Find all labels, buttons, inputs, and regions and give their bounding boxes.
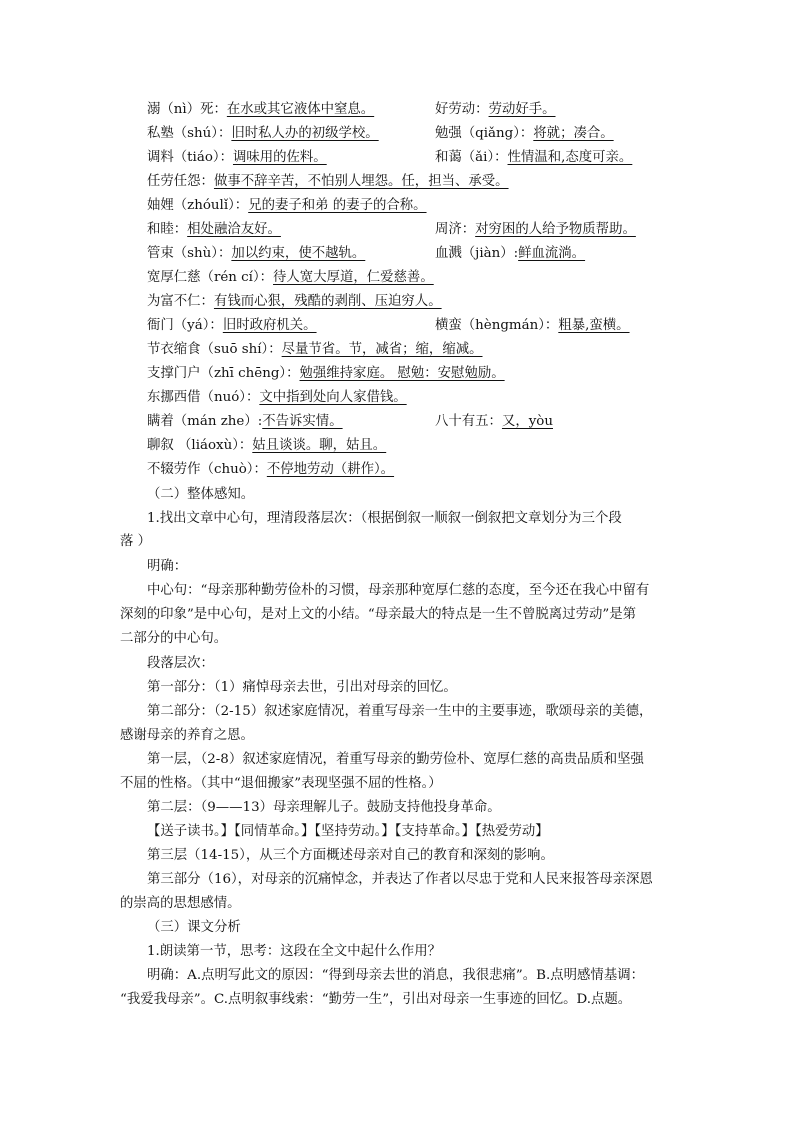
vocab-row-right	[435, 125, 614, 143]
vocab-row	[147, 149, 327, 167]
vocab-term: 和睦：	[147, 222, 188, 237]
vocab-definition: 尽量节省。节，减省；缩，缩减。	[281, 342, 483, 357]
vocab-row-right	[435, 317, 630, 335]
section-heading: （三）课文分析	[147, 920, 241, 935]
vocab-definition: 文中指到处向人家借钱。	[259, 390, 407, 405]
paragraph-line: “我爱我母亲”。C.点明叙事线索：“勤劳一生”，引出对母亲一生事迹的回忆。D.点题。	[120, 992, 632, 1007]
vocab-row	[147, 413, 343, 431]
section-heading: （二）整体感知。	[147, 487, 255, 502]
vocab-definition: 加以约束，使不越轨。	[231, 246, 366, 261]
vocab-definition: 鲜血流淌。	[518, 246, 586, 261]
vocab-row-right	[435, 245, 585, 263]
vocab-definition: 劳动好手。	[488, 102, 556, 117]
vocab-term: 衙门（yá）：	[147, 318, 223, 333]
paragraph-line: 感谢母亲的养育之恩。	[120, 728, 254, 743]
paragraph-line: 【送子读书。】【同情革命。】【坚持劳动。】【支持革命。】【热爱劳动】	[147, 824, 549, 839]
vocab-term: 八十有五：	[435, 414, 502, 429]
vocab-definition: 待人宽大厚道，仁爱慈善。	[273, 270, 434, 285]
vocab-definition: 旧时政府机关。	[222, 318, 317, 333]
vocab-term: 周济：	[435, 222, 476, 237]
vocab-definition: 粗暴,蛮横。	[558, 318, 630, 333]
vocab-definition: 又，yòu	[501, 414, 553, 429]
vocab-row-right	[435, 221, 636, 239]
paragraph-line: 二部分的中心句。	[120, 631, 228, 646]
vocab-row	[147, 293, 442, 311]
vocab-row	[147, 365, 505, 383]
vocab-term: 横蛮（hèngmán）：	[435, 318, 559, 333]
paragraph-line: 深刻的印象”是中心句，是对上文的小结。“母亲最大的特点是一生不曾脱离过劳动”是第	[120, 607, 636, 622]
vocab-definition: 有钱而心狠，残酷的剥削、压迫穷人。	[213, 294, 442, 309]
vocab-term: 勉强（qiǎng）：	[435, 126, 534, 141]
paragraph-line: 段落层次：	[147, 656, 214, 671]
vocab-row	[147, 101, 374, 119]
paragraph-line: 不屈的性格。（其中“退佃搬家”表现坚强不屈的性格。）	[120, 776, 442, 791]
vocab-row-right	[435, 149, 632, 167]
paragraph-line: 中心句：“母亲那种勤劳俭朴的习惯，母亲那种宽厚仁慈的态度，至今还在我心中留有	[147, 583, 650, 598]
paragraph-line: 第三部分（16），对母亲的沉痛悼念，并表达了作者以尽忠于党和人民来报答母亲深恩	[147, 872, 653, 887]
vocab-row	[147, 173, 509, 191]
vocab-row	[147, 389, 407, 407]
vocab-term: 私塾（shú）：	[147, 126, 232, 141]
vocab-term: 节衣缩食（suō shí）：	[147, 342, 282, 357]
question-line: 1.找出文章中心句，理清段落层次：（根据倒叙一顺叙一倒叙把文章划分为三个段	[147, 511, 622, 526]
vocab-definition: 旧时私人办的初级学校。	[231, 126, 379, 141]
answer-label: 明确：	[147, 559, 188, 574]
question-line: 1.朗读第一节，思考：这段在全文中起什么作用？	[147, 944, 441, 959]
paragraph-line: 第二层：（9——13）母亲理解儿子。鼓励支持他投身革命。	[147, 800, 501, 815]
vocab-definition: 对穷困的人给予物质帮助。	[475, 222, 636, 237]
vocab-row	[147, 269, 434, 287]
vocab-term: 不辍劳作（chuò）：	[147, 462, 267, 477]
vocab-term: 东挪西借（nuó）：	[147, 390, 260, 405]
vocab-term: 调料（tiáo）：	[147, 150, 233, 165]
paragraph-line: 第二部分：（2-15）叙述家庭情况，着重写母亲一生中的主要事迹，歌颂母亲的美德，	[147, 704, 653, 719]
question-line: 落 ）	[120, 534, 152, 549]
vocab-row	[147, 125, 379, 143]
vocab-term: 为富不仁：	[147, 294, 214, 309]
vocab-term: 聊叙 （liáoxù）：	[147, 438, 253, 453]
vocab-row-right	[435, 101, 556, 119]
vocab-row-right	[435, 413, 553, 431]
vocab-definition: 姑且谈谈。聊，姑且。	[252, 438, 387, 453]
vocab-row	[147, 245, 365, 263]
paragraph-line: 的崇高的思想感情。	[120, 896, 241, 911]
paragraph-line: 第一层，（2-8）叙述家庭情况，着重写母亲的勤劳俭朴、宽厚仁慈的高贵品质和坚强	[147, 752, 644, 767]
vocab-term: 支撑门户（zhī chēng）：	[147, 366, 300, 381]
vocab-definition: 将就；凑合。	[533, 126, 614, 141]
vocab-term: 宽厚仁慈（rén cí）：	[147, 270, 274, 285]
paragraph-line: 第三层（14-15），从三个方面概述母亲对自己的教育和深刻的影响。	[147, 848, 554, 863]
vocab-definition: 调味用的佐料。	[232, 150, 327, 165]
vocab-term: 妯娌（zhóulǐ）：	[147, 198, 249, 213]
paragraph-line: 明确：A.点明写此文的原因：“得到母亲去世的消息，我很悲痛”。B.点明感情基调：	[147, 968, 644, 983]
vocab-term: 任劳任怨：	[147, 174, 214, 189]
paragraph-line: 第一部分：（1）痛悼母亲去世，引出对母亲的回忆。	[147, 680, 457, 695]
vocab-definition: 相处融洽友好。	[187, 222, 281, 237]
vocab-definition: 在水或其它液体中窒息。	[226, 102, 375, 117]
vocab-definition: 性情温和,态度可亲。	[507, 150, 633, 165]
vocab-definition: 不告诉实情。	[262, 414, 343, 429]
vocab-row	[147, 221, 281, 239]
vocab-definition: 不停地劳动（耕作）。	[266, 462, 395, 477]
vocab-term: 管束（shù）：	[147, 246, 232, 261]
vocab-term: 和蔼（ǎi）：	[435, 150, 508, 165]
vocab-term: 瞒着（mán zhe）:	[147, 414, 263, 429]
vocab-row	[147, 461, 394, 479]
vocab-row	[147, 341, 483, 359]
vocab-term: 溺（nì）死：	[147, 102, 227, 117]
vocab-definition: 勉强维持家庭。 慰勉：安慰勉励。	[299, 366, 505, 381]
vocab-row	[147, 437, 386, 455]
vocab-term: 好劳动：	[435, 102, 489, 117]
vocab-term: 血溅（jiàn）:	[435, 246, 519, 261]
vocab-definition: 兄的妻子和弟 的妻子的合称。	[248, 198, 427, 213]
vocab-definition: 做事不辞辛苦，不怕别人埋怨。任，担当、承受。	[213, 174, 509, 189]
vocab-row	[147, 197, 427, 215]
vocab-row	[147, 317, 317, 335]
